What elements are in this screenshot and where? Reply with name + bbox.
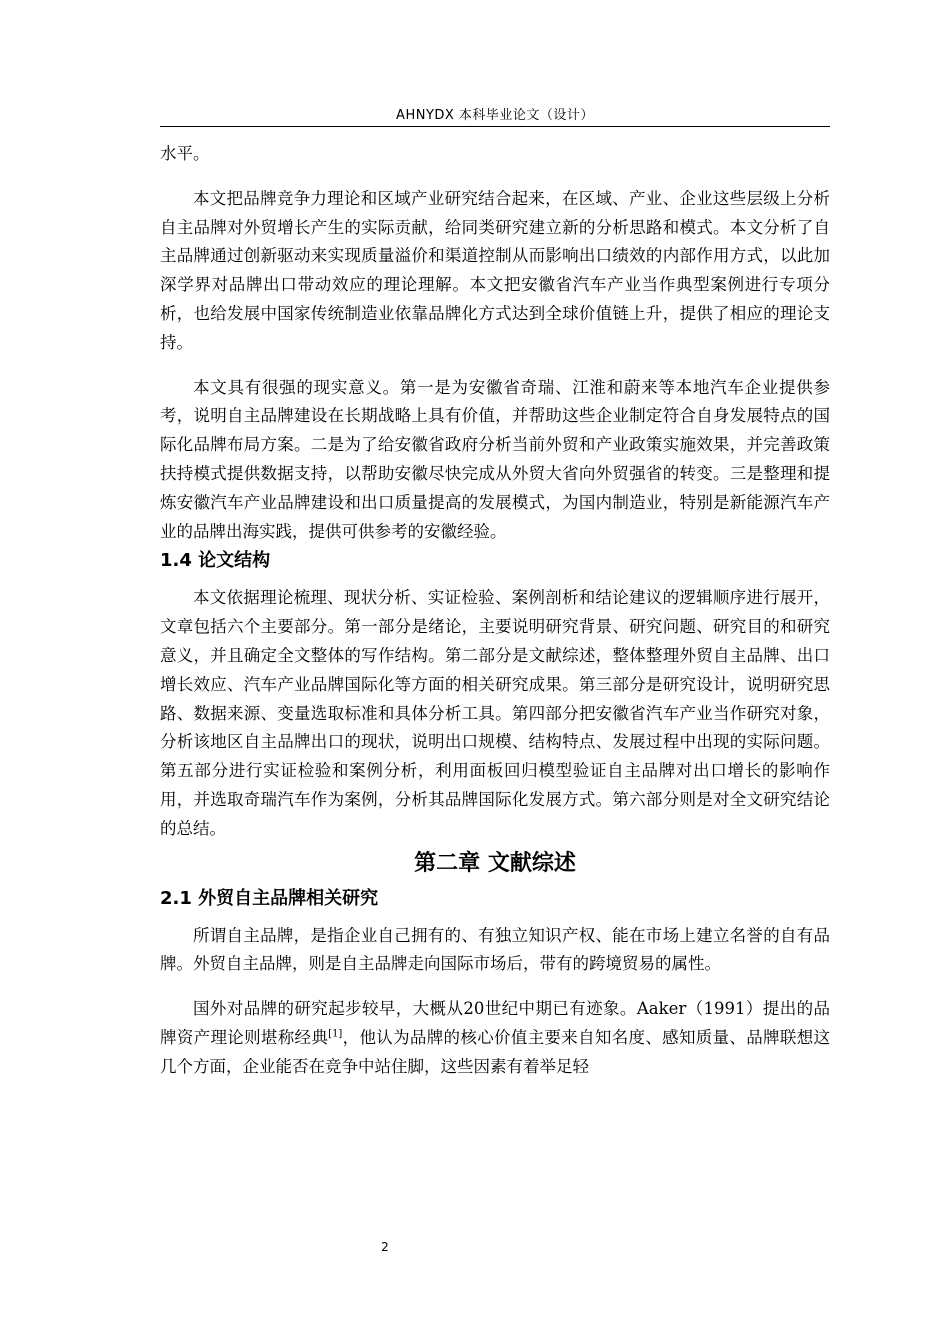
paragraph-continuation: 水平。 <box>160 144 210 163</box>
paragraph-text-part-a: 国外对品牌的研究起步较早，大概从20世纪中期已有迹象。Aaker（1991）提出的品牌资产理论则堪称经典 <box>160 999 830 1047</box>
body-text <box>160 140 830 1082</box>
page-number: 2 <box>381 1240 389 1254</box>
header-rule <box>160 126 830 127</box>
paragraph-foreign-research <box>160 995 830 1081</box>
paragraph-own-brand-definition: 所谓自主品牌，是指企业自己拥有的、有独立知识产权、能在市场上建立名誉的自有品牌。外贸自主品牌，则是自主品牌走向国际市场后，带有的跨境贸易的属性。 <box>160 925 830 974</box>
paragraph-text-part-b: ，他认为品牌的核心价值主要来自知名度、感知质量、品牌联想这几个方面，企业能否在竞争中站住脚，这些因素有着举足轻 <box>160 1027 831 1076</box>
paragraph-practical-significance: 本文具有很强的现实意义。第一是为安徽省奇瑞、江淮和蔚来等本地汽车企业提供参考，说明自主品牌建设在长期战略上具有价值，并帮助这些企业制定符合自身发展特点的国际化品牌布局方案。二是为了给安徽省政府分析当前外贸和产业政策实施效果，并完善政策扶持模式提供数据支持，以帮助安徽尽快完成从外贸大省向外贸强省的转变。三是整理和提炼安徽汽车产业品牌建设和出口质量提高的发展模式，为国内制造业，特别是新能源汽车产业的品牌出海实践，提供可供参考的安徽经验。 <box>160 377 830 541</box>
section-heading-2-1: 2.1 外贸自主品牌相关研究 <box>160 887 379 909</box>
chapter-title: 第二章 文献综述 <box>414 850 576 876</box>
citation-reference[interactable]: [1] <box>328 1028 343 1040</box>
running-header: AHNYDX 本科毕业论文（设计） <box>396 108 594 123</box>
paragraph-theoretical-significance: 本文把品牌竞争力理论和区域产业研究结合起来，在区域、产业、企业这些层级上分析自主品牌对外贸增长产生的实际贡献，给同类研究建立新的分析思路和模式。本文分析了自主品牌通过创新驱动来实现质量溢价和渠道控制从而影响出口绩效的内部作用方式，以此加深学界对品牌出口带动效应的理论理解。本文把安徽省汽车产业当作典型案例进行专项分析，也给发展中国家传统制造业依靠品牌化方式达到全球价值链上升，提供了相应的理论支持。 <box>160 188 830 352</box>
section-heading-1-4: 1.4 论文结构 <box>160 550 271 572</box>
paragraph-thesis-structure: 本文依据理论梳理、现状分析、实证检验、案例剖析和结论建议的逻辑顺序进行展开，文章包括六个主要部分。第一部分是绪论，主要说明研究背景、研究问题、研究目的和研究意义，并且确定全文整体的写作结构。第二部分是文献综述，整体整理外贸自主品牌、出口增长效应、汽车产业品牌国际化等方面的相关研究成果。第三部分是研究设计，说明研究思路、数据来源、变量选取标准和具体分析工具。第四部分把安徽省汽车产业当作研究对象，分析该地区自主品牌出口的现状，说明出口规模、结构特点、发展过程中出现的实际问题。第五部分进行实证检验和案例分析，利用面板回归模型验证自主品牌对出口增长的影响作用，并选取奇瑞汽车作为案例，分析其品牌国际化发展方式。第六部分则是对全文研究结论的总结。 <box>160 588 830 838</box>
